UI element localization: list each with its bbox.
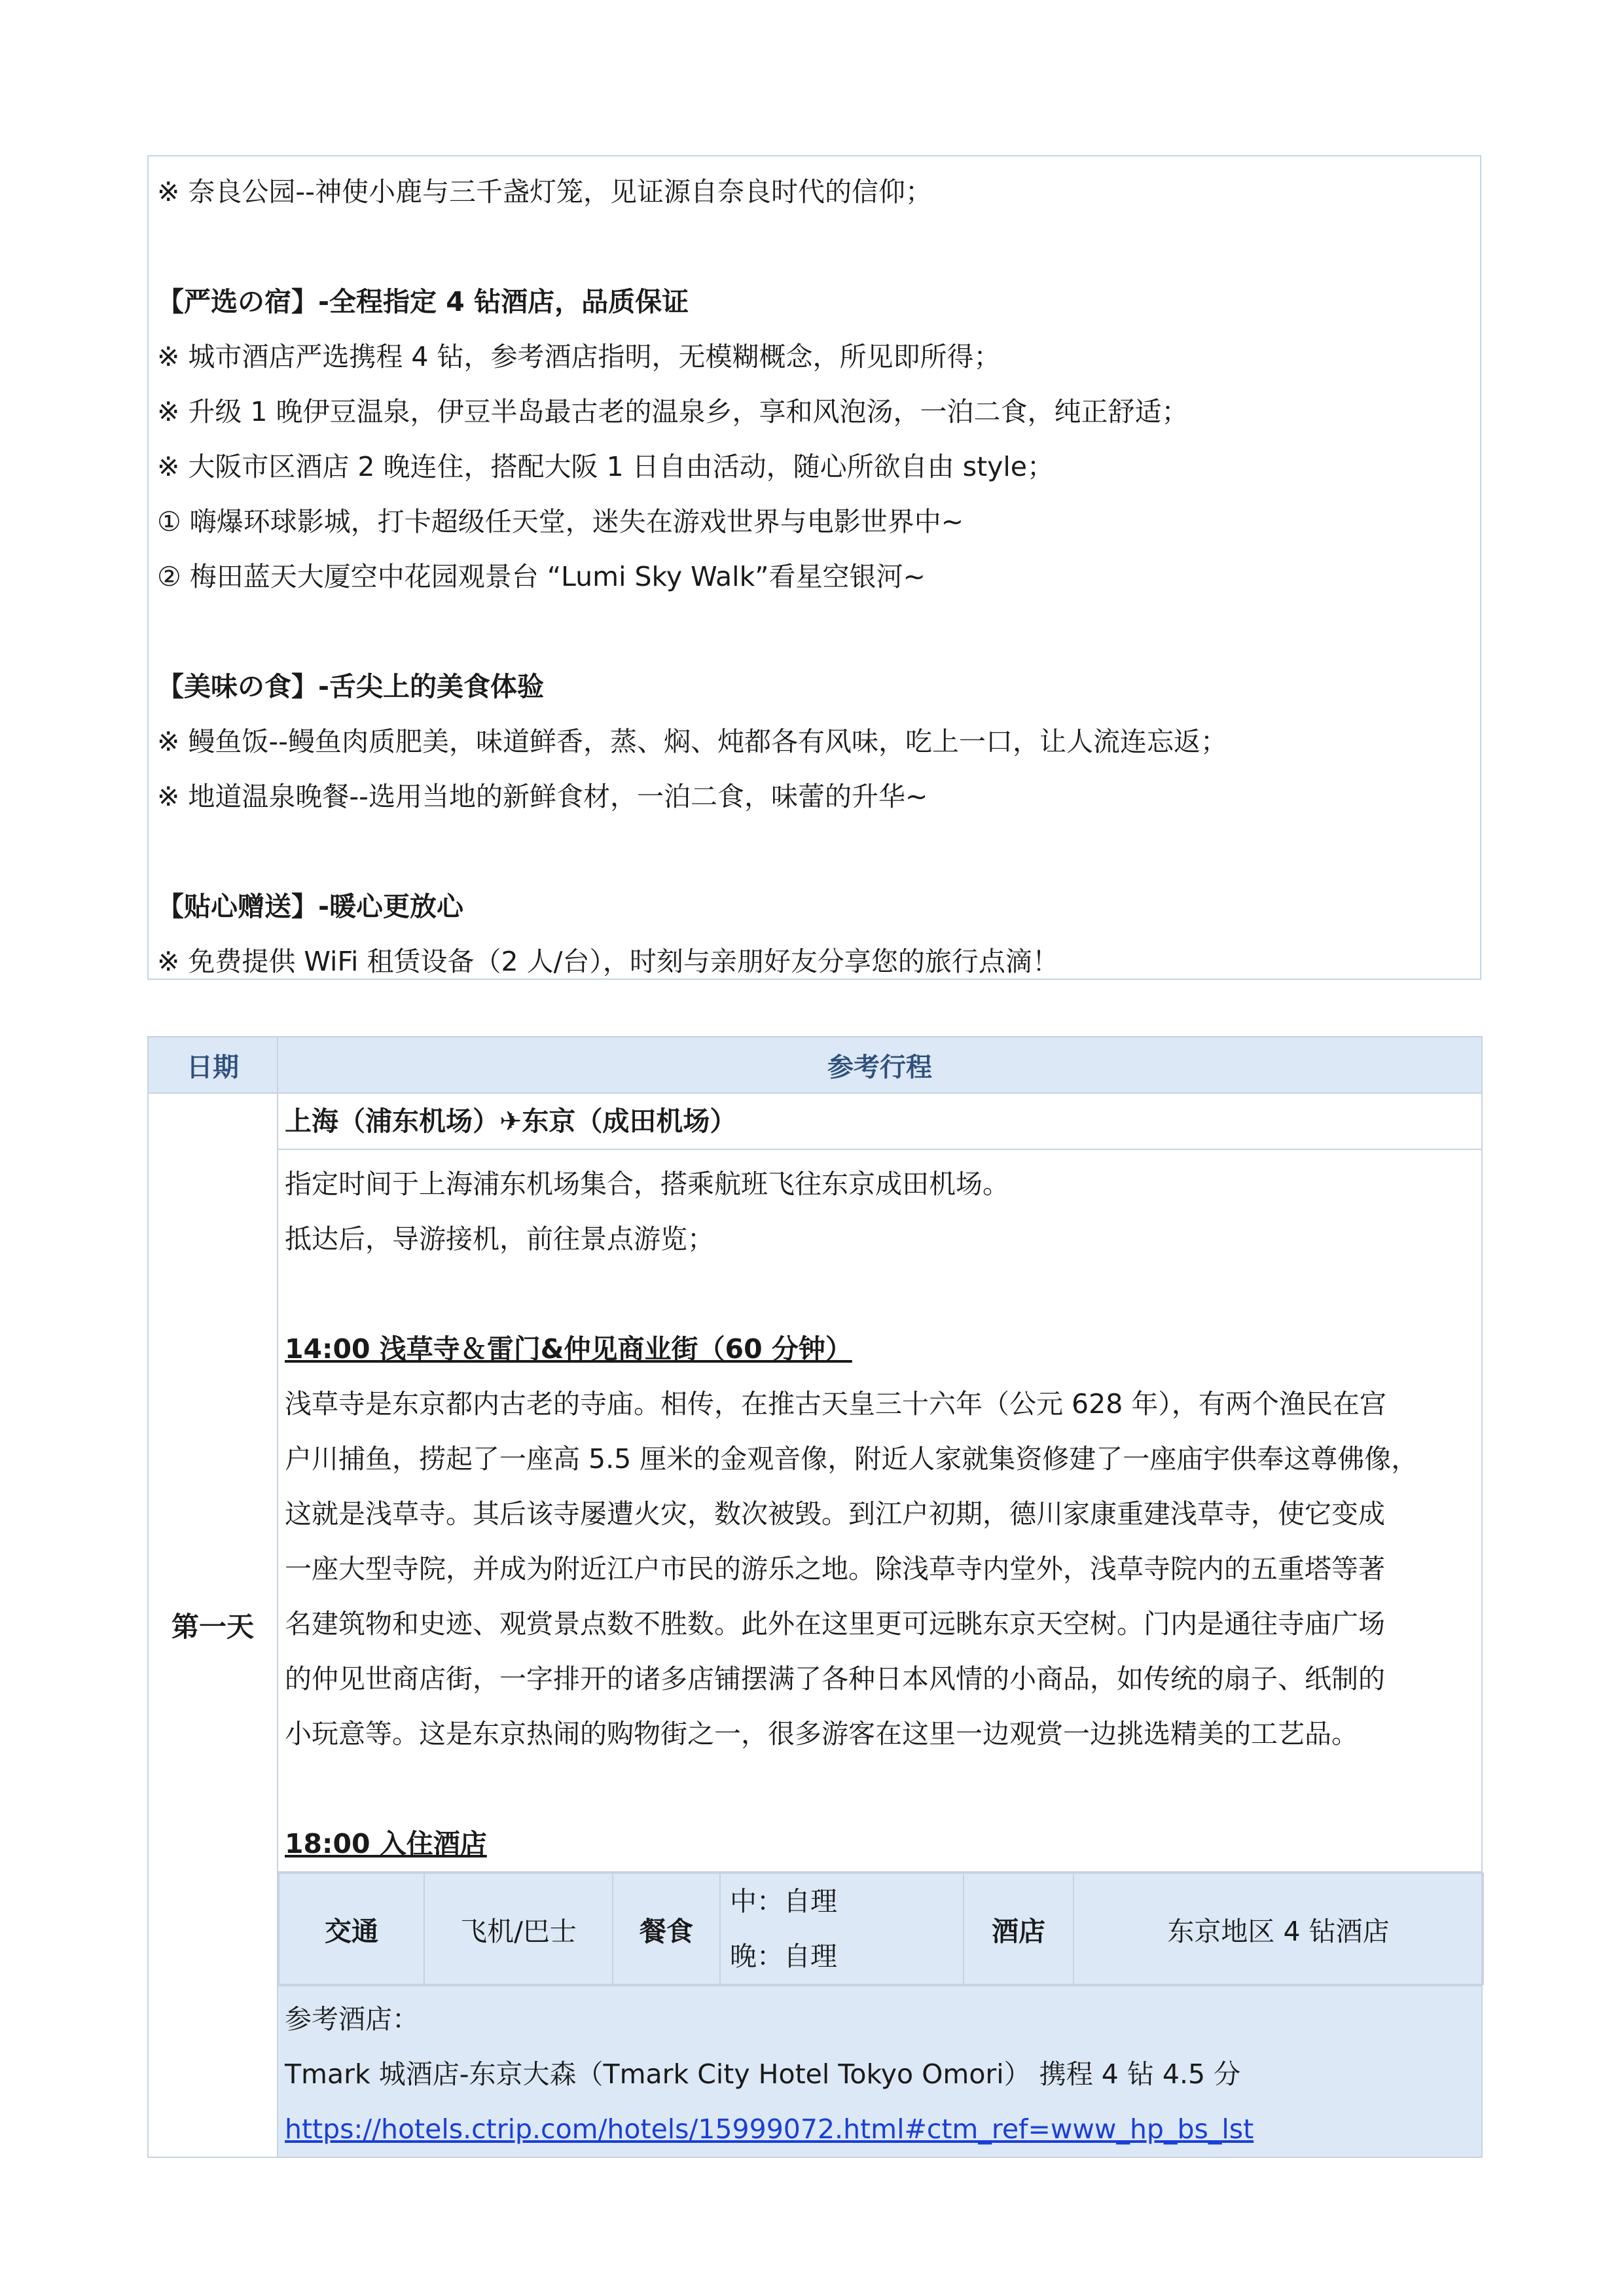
ref-hotel: Tmark 城酒店-东京大森（Tmark City Hotel Tokyo Omori） 携程 4 钻 4.5 分 <box>285 2058 1241 2090</box>
gift-item: ※ 免费提供 WiFi 租赁设备（2 人/台），时刻与亲朋好友分享您的旅行点滴！ <box>157 946 1059 977</box>
transport-value: 飞机/巴士 <box>424 1873 613 1984</box>
spot-desc-line: 名建筑物和史迹、观赏景点数不胜数。此外在这里更可远眺东京天空树。门内是通往寺庙广场 <box>285 1608 1385 1640</box>
spot-desc-line: 小玩意等。这是东京热闹的购物街之一，很多游客在这里一边观赏一边挑选精美的工艺品。 <box>285 1718 1358 1749</box>
hotel-label: 酒店 <box>964 1873 1074 1984</box>
food-item: ※ 鳗鱼饭--鳗鱼肉质肥美，味道鲜香，蒸、焖、炖都各有风味，吃上一口，让人流连忘返； <box>157 726 1227 757</box>
highlight-nara: ※ 奈良公园--神使小鹿与三千盏灯笼，见证源自奈良时代的信仰； <box>157 176 932 207</box>
meal-lunch: 中：自理 <box>730 1886 837 1917</box>
day-route: 上海（浦东机场）✈东京（成田机场） <box>278 1093 1482 1149</box>
spot-desc-line: 这就是浅草寺。其后该寺屡遭火灾，数次被毁。到江户初期，德川家康重建浅草寺，使它变成 <box>285 1498 1385 1530</box>
food-item: ※ 地道温泉晚餐--选用当地的新鲜食材，一泊二食，味蕾的升华~ <box>157 781 928 812</box>
itinerary-table <box>147 1036 1483 2158</box>
gift-heading: 【贴心赠送】-暖心更放心 <box>157 891 464 922</box>
spot-title: 14:00 浅草寺＆雷门&仲见商业街（60 分钟） <box>285 1333 852 1365</box>
day-label: 第一天 <box>148 1093 278 2157</box>
food-heading: 【美味の食】-舌尖上的美食体验 <box>157 671 545 702</box>
spot-desc-line: 的仲见世商店街，一字排开的诸多店铺摆满了各种日本风情的小商品，如传统的扇子、纸制的 <box>285 1663 1385 1695</box>
checkin-title: 18:00 入住酒店 <box>285 1828 487 1859</box>
hotel-value: 东京地区 4 钻酒店 <box>1074 1873 1483 1984</box>
day-content <box>278 1149 1482 1872</box>
reference-hotel <box>278 1986 1482 2157</box>
header-plan: 参考行程 <box>278 1037 1482 1093</box>
spot-desc-line: 一座大型寺院，并成为附近江户市民的游乐之地。除浅草寺内堂外，浅草寺院内的五重塔等著 <box>285 1553 1385 1585</box>
stay-heading: 【严选の宿】-全程指定 4 钻酒店，品质保证 <box>157 286 689 317</box>
meal-label: 餐食 <box>613 1873 720 1984</box>
day-info-row <box>278 1872 1482 1986</box>
header-date: 日期 <box>148 1037 278 1093</box>
meal-dinner: 晚：自理 <box>730 1941 837 1972</box>
transport-label: 交通 <box>279 1873 424 1984</box>
meal-values <box>720 1873 964 1984</box>
stay-item: ※ 升级 1 晚伊豆温泉，伊豆半岛最古老的温泉乡，享和风泡汤，一泊二食，纯正舒适； <box>157 396 1189 427</box>
ref-hotel-link[interactable]: https://hotels.ctrip.com/hotels/15999072.html#ctm_ref=www_hp_bs_lst <box>285 2113 1254 2145</box>
stay-item: ② 梅田蓝天大厦空中花园观景台 “Lumi Sky Walk”看星空银河~ <box>157 561 926 592</box>
spot-desc-line: 浅草寺是东京都内古老的寺庙。相传，在推古天皇三十六年（公元 628 年），有两个渔民在宫 <box>285 1388 1386 1420</box>
stay-item: ① 嗨爆环球影城，打卡超级任天堂，迷失在游戏世界与电影世界中~ <box>157 506 964 537</box>
spot-desc-line: 户川捕鱼，捞起了一座高 5.5 厘米的金观音像，附近人家就集资修建了一座庙宇供奉这尊佛像， <box>285 1443 1418 1475</box>
stay-item: ※ 大阪市区酒店 2 晚连住，搭配大阪 1 日自由活动，随心所欲自由 style； <box>157 451 1055 482</box>
intro-line: 指定时间于上海浦东机场集合，搭乘航班飞往东京成田机场。 <box>285 1168 1009 1200</box>
intro-line: 抵达后，导游接机，前往景点游览； <box>285 1223 714 1255</box>
stay-item: ※ 城市酒店严选携程 4 钻，参考酒店指明，无模糊概念，所见即所得； <box>157 341 1001 372</box>
ref-label: 参考酒店： <box>285 2003 419 2035</box>
